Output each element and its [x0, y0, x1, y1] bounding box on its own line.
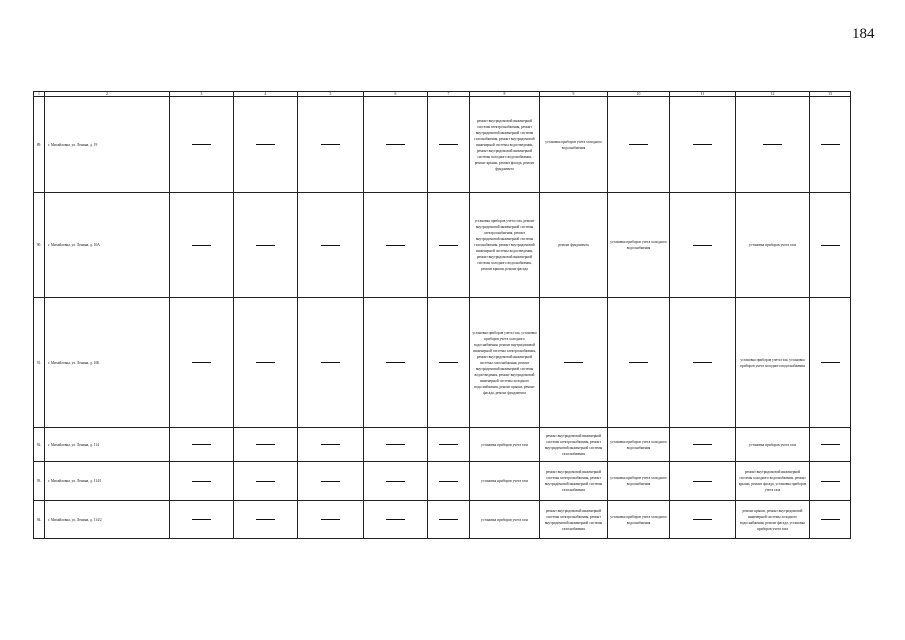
empty-cell: [670, 462, 736, 501]
empty-cell: [170, 193, 234, 298]
dash: [439, 519, 458, 520]
row-number: 93.: [34, 462, 45, 501]
works-cell-col12: ремонт крыши, ремонт внутридомовой инженерной системы холодного водоснабжения, ремонт фасада, установка приборов учета газа: [736, 501, 810, 539]
empty-cell: [428, 97, 470, 193]
empty-cell: [234, 298, 298, 428]
table-row: [34, 428, 851, 462]
empty-cell: [810, 97, 851, 193]
column-number: 13: [810, 92, 851, 97]
dash: [629, 362, 648, 363]
works-cell-col10: установка приборов учета холодного водоснабжения: [608, 193, 670, 298]
dash: [256, 481, 275, 482]
dash: [256, 362, 275, 363]
empty-cell: [298, 462, 364, 501]
address-cell: г. Михайловка, ул. Ленина, д. 10А: [45, 193, 170, 298]
works-cell-col10: установка приборов учета холодного водоснабжения: [608, 428, 670, 462]
dash: [321, 444, 340, 445]
dash: [192, 481, 211, 482]
empty-cell: [736, 97, 810, 193]
dash: [439, 444, 458, 445]
works-cell-col12: установка приборов учета газа: [736, 193, 810, 298]
dash: [192, 444, 211, 445]
dash: [693, 481, 712, 482]
dash: [256, 144, 275, 145]
works-cell-col9: ремонт внутридомовой инженерной системы электроснабжения, ремонт внутридомовой инженерной системы газоснабжения: [540, 462, 608, 501]
address-cell: г. Михайловка, ул. Ленина, д. 114: [45, 428, 170, 462]
dash: [321, 362, 340, 363]
column-number: 4: [234, 92, 298, 97]
page-number: 184: [852, 26, 875, 42]
empty-cell: [670, 97, 736, 193]
column-number: 1: [34, 92, 45, 97]
dash: [256, 245, 275, 246]
dash: [693, 362, 712, 363]
works-cell-col9: ремонт внутридомовой инженерной системы электроснабжения, ремонт внутридомовой инженерной системы газоснабжения: [540, 501, 608, 539]
empty-cell: [170, 97, 234, 193]
row-number: 91.: [34, 298, 45, 428]
dash: [256, 519, 275, 520]
dash: [693, 444, 712, 445]
empty-cell: [298, 428, 364, 462]
empty-cell: [234, 97, 298, 193]
column-number: 11: [670, 92, 736, 97]
dash: [192, 144, 211, 145]
dash: [564, 362, 583, 363]
empty-cell: [298, 298, 364, 428]
empty-cell: [298, 97, 364, 193]
column-number: 12: [736, 92, 810, 97]
column-number: 6: [364, 92, 428, 97]
dash: [386, 481, 405, 482]
empty-cell: [670, 501, 736, 539]
empty-cell: [540, 298, 608, 428]
empty-cell: [364, 501, 428, 539]
works-cell-col9: установка приборов учета холодного водоснабжения: [540, 97, 608, 193]
dash: [763, 144, 782, 145]
address-cell: г. Михайловка, ул. Ленина, д. 10Б: [45, 298, 170, 428]
works-cell-col8: установка приборов учета газа: [470, 428, 540, 462]
dash: [821, 519, 840, 520]
dash: [321, 144, 340, 145]
empty-cell: [428, 428, 470, 462]
empty-cell: [810, 462, 851, 501]
works-cell-col8: ремонт внутридомовой инженерной системы электроснабжения, ремонт внутридомовой инженерной системы газоснабжения, ремонт внутридомовой инженерной системы водоотведения, ремонт внутридомовой инженерной системы холодного водоснабжения, ремонт крыши, ремонт фасада, ремонт фундамента: [470, 97, 540, 193]
dash: [256, 444, 275, 445]
empty-cell: [810, 501, 851, 539]
empty-cell: [428, 298, 470, 428]
column-number: 8: [470, 92, 540, 97]
works-cell-col9: ремонт внутридомовой инженерной системы электроснабжения, ремонт внутридомовой инженерной системы газоснабжения: [540, 428, 608, 462]
empty-cell: [364, 193, 428, 298]
table-row: [34, 193, 851, 298]
empty-cell: [170, 428, 234, 462]
empty-cell: [298, 193, 364, 298]
dash: [821, 444, 840, 445]
empty-cell: [234, 501, 298, 539]
column-number: 9: [540, 92, 608, 97]
works-cell-col12: ремонт внутридомовой инженерной системы холодного водоснабжения, ремонт крыши, ремонт фасада, установка приборов учета газа: [736, 462, 810, 501]
dash: [629, 144, 648, 145]
empty-cell: [670, 428, 736, 462]
empty-cell: [608, 298, 670, 428]
table-row: [34, 97, 851, 193]
dash: [386, 245, 405, 246]
column-number: 7: [428, 92, 470, 97]
works-cell-col9: ремонт фундамента: [540, 193, 608, 298]
column-number: 3: [170, 92, 234, 97]
works-table: [33, 91, 851, 539]
column-number: 10: [608, 92, 670, 97]
dash: [192, 519, 211, 520]
address-cell: г. Михайловка, ул. Ленина, д. 114/2: [45, 501, 170, 539]
works-cell-col12: установка приборов учета газа: [736, 428, 810, 462]
address-cell: г. Михайловка, ул. Ленина, д. 114/1: [45, 462, 170, 501]
empty-cell: [670, 298, 736, 428]
empty-cell: [608, 97, 670, 193]
dash: [821, 362, 840, 363]
dash: [439, 144, 458, 145]
row-number: 89.: [34, 97, 45, 193]
row-number: 92.: [34, 428, 45, 462]
column-number: 5: [298, 92, 364, 97]
row-number: 90.: [34, 193, 45, 298]
works-cell-col8: установка приборов учета газа, ремонт внутридомовой инженерной системы электроснабжения, ремонт внутридомовой инженерной системы газоснабжения, ремонт внутридомовой инженерной системы водоотведения, ремонт внутридомовой инженерной системы холодного водоснабжения, ремонт крыши, ремонт фасада: [470, 193, 540, 298]
dash: [192, 245, 211, 246]
works-cell-col12: установка приборов учета газа, установка приборов учета холодного водоснабжения: [736, 298, 810, 428]
empty-cell: [364, 298, 428, 428]
empty-cell: [364, 428, 428, 462]
empty-cell: [234, 462, 298, 501]
table-row: [34, 501, 851, 539]
dash: [693, 245, 712, 246]
dash: [386, 144, 405, 145]
empty-cell: [234, 428, 298, 462]
dash: [821, 144, 840, 145]
empty-cell: [234, 193, 298, 298]
works-cell-col8: установка приборов учета газа: [470, 462, 540, 501]
empty-cell: [170, 298, 234, 428]
works-cell-col10: установка приборов учета холодного водоснабжения: [608, 501, 670, 539]
empty-cell: [170, 462, 234, 501]
empty-cell: [170, 501, 234, 539]
works-cell-col8: установка приборов учета газа, установка приборов учета холодного водоснабжения, ремонт внутридомовой инженерной системы электроснабжения, ремонт внутридомовой инженерной системы газоснабжения, ремонт внутридомовой инженерной системы водоотведения, ремонт внутридомовой инженерной системы холодного водоснабжения, ремонт крыши, ремонт фасада, ремонт фундамента: [470, 298, 540, 428]
table-row: [34, 298, 851, 428]
works-cell-col10: установка приборов учета холодного водоснабжения: [608, 462, 670, 501]
empty-cell: [298, 501, 364, 539]
empty-cell: [364, 462, 428, 501]
works-cell-col8: установка приборов учета газа: [470, 501, 540, 539]
table-row: [34, 462, 851, 501]
dash: [386, 519, 405, 520]
dash: [321, 481, 340, 482]
column-number: 2: [45, 92, 170, 97]
dash: [321, 245, 340, 246]
dash: [386, 362, 405, 363]
address-cell: г. Михайловка, ул. Ленина, д. 19: [45, 97, 170, 193]
dash: [693, 519, 712, 520]
empty-cell: [810, 428, 851, 462]
dash: [321, 519, 340, 520]
empty-cell: [670, 193, 736, 298]
row-number: 94.: [34, 501, 45, 539]
dash: [821, 245, 840, 246]
empty-cell: [428, 193, 470, 298]
dash: [192, 362, 211, 363]
dash: [439, 362, 458, 363]
empty-cell: [810, 193, 851, 298]
dash: [439, 245, 458, 246]
empty-cell: [428, 462, 470, 501]
dash: [386, 444, 405, 445]
dash: [693, 144, 712, 145]
empty-cell: [810, 298, 851, 428]
dash: [439, 481, 458, 482]
dash: [821, 481, 840, 482]
empty-cell: [364, 97, 428, 193]
empty-cell: [428, 501, 470, 539]
